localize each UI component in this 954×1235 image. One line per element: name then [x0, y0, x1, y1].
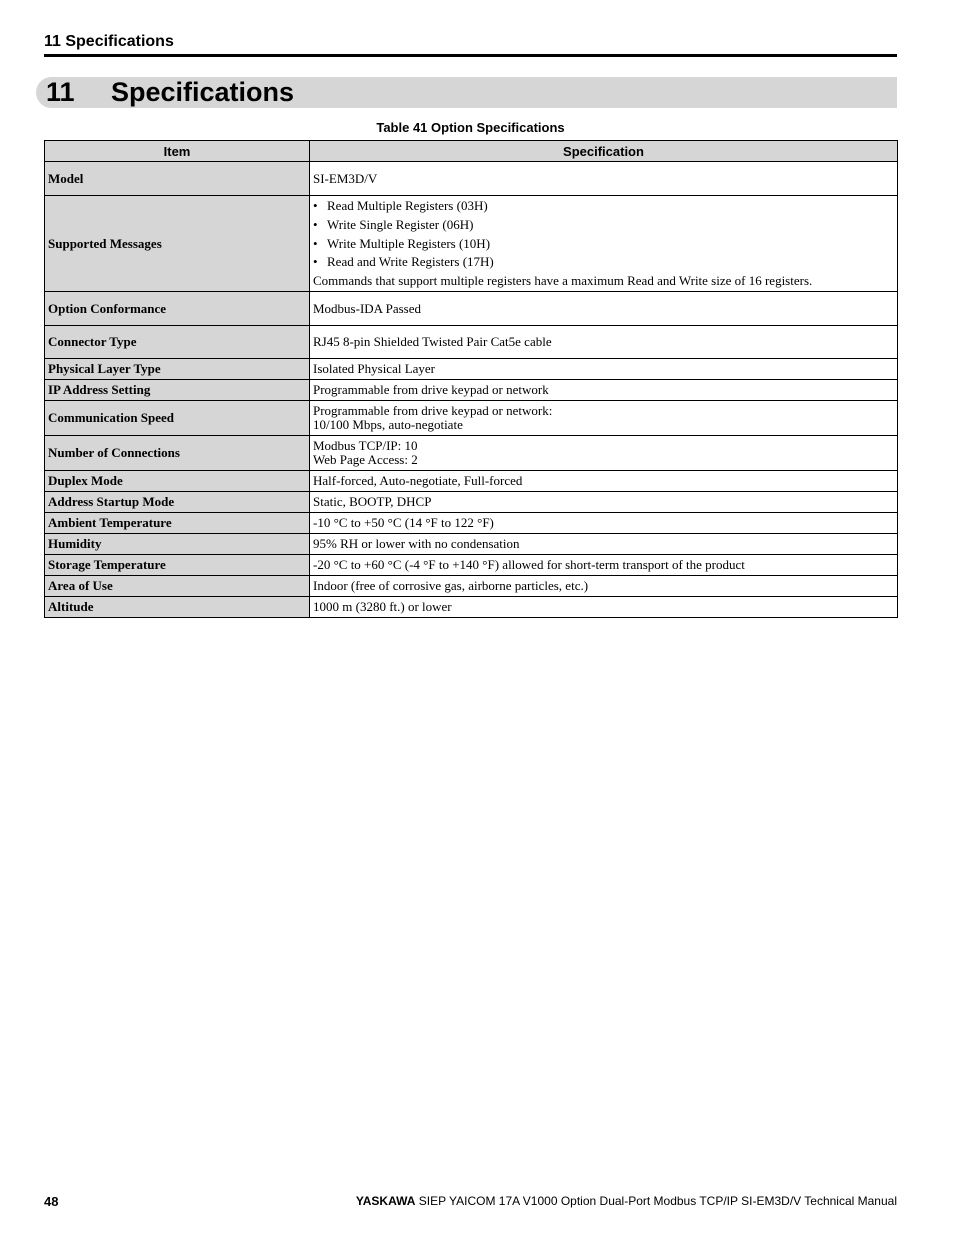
section-number: 11 — [46, 77, 75, 107]
row-specification — [310, 471, 898, 492]
row-item: IP Address Setting — [45, 380, 310, 401]
row-specification — [310, 380, 898, 401]
row-item: Supported Messages — [45, 196, 310, 292]
table-row — [45, 534, 898, 555]
spec-line: -10 °C to +50 °C (14 °F to 122 °F) — [313, 515, 494, 530]
table-row — [45, 401, 898, 436]
spec-line: -20 °C to +60 °C (-4 °F to +140 °F) allowed for short-term transport of the product — [313, 557, 745, 572]
row-specification — [310, 513, 898, 534]
row-item: Humidity — [45, 534, 310, 555]
row-item: Duplex Mode — [45, 471, 310, 492]
table-row — [45, 326, 898, 359]
row-specification — [310, 597, 898, 618]
spec-line: Indoor (free of corrosive gas, airborne particles, etc.) — [313, 578, 589, 593]
row-specification — [310, 436, 898, 471]
table-row — [45, 162, 898, 196]
row-specification — [310, 401, 898, 436]
row-item: Ambient Temperature — [45, 513, 310, 534]
spec-line: Modbus-IDA Passed — [313, 300, 421, 316]
footer-manual-title: SIEP YAICOM 17A V1000 Option Dual-Port Modbus TCP/IP SI-EM3D/V Technical Manual — [418, 1194, 897, 1208]
table-row — [45, 380, 898, 401]
table-row — [45, 576, 898, 597]
row-item: Model — [45, 162, 310, 196]
table-row — [45, 597, 898, 618]
table-caption: Table 41 Option Specifications — [376, 120, 565, 135]
row-specification — [310, 326, 898, 359]
running-header: 11 Specifications — [44, 33, 174, 50]
row-specification — [310, 492, 898, 513]
table-row — [45, 513, 898, 534]
row-item: Connector Type — [45, 326, 310, 359]
row-specification — [310, 576, 898, 597]
table-row — [45, 292, 898, 326]
table-row — [45, 196, 898, 292]
row-item: Physical Layer Type — [45, 359, 310, 380]
spec-line: Web Page Access: 2 — [313, 452, 418, 467]
row-item: Option Conformance — [45, 292, 310, 326]
row-specification — [310, 196, 898, 292]
section-title: Specifications — [111, 77, 295, 107]
row-item: Area of Use — [45, 576, 310, 597]
footer — [356, 1194, 897, 1208]
row-item: Address Startup Mode — [45, 492, 310, 513]
spec-note: Commands that support multiple registers have a maximum Read and Write size of 16 registers. — [313, 272, 813, 288]
header-rule — [44, 54, 897, 57]
row-item: Storage Temperature — [45, 555, 310, 576]
spec-line: Programmable from drive keypad or network — [313, 382, 549, 397]
row-item: Communication Speed — [45, 401, 310, 436]
column-header-specification: Specification — [310, 141, 898, 162]
spec-bullet: • Write Multiple Registers (10H) — [313, 235, 894, 254]
row-specification — [310, 359, 898, 380]
spec-bullet: • Write Single Register (06H) — [313, 216, 894, 235]
spec-line: Isolated Physical Layer — [313, 361, 436, 376]
spec-line: SI-EM3D/V — [313, 170, 378, 186]
table-row — [45, 492, 898, 513]
option-specifications-table — [44, 140, 898, 618]
spec-bullet: • Read and Write Registers (17H) — [313, 253, 894, 272]
spec-line: 10/100 Mbps, auto-negotiate — [313, 417, 463, 432]
page-number: 48 — [44, 1194, 59, 1209]
row-specification — [310, 292, 898, 326]
row-item: Number of Connections — [45, 436, 310, 471]
table-row — [45, 436, 898, 471]
spec-bullet: • Read Multiple Registers (03H) — [313, 197, 894, 216]
row-specification — [310, 555, 898, 576]
table-row — [45, 471, 898, 492]
row-specification — [310, 534, 898, 555]
column-header-item: Item — [45, 141, 310, 162]
row-specification — [310, 162, 898, 196]
row-item: Altitude — [45, 597, 310, 618]
spec-line: 1000 m (3280 ft.) or lower — [313, 599, 452, 614]
spec-line: Modbus TCP/IP: 10 — [313, 438, 418, 453]
table-row — [45, 359, 898, 380]
spec-line: Static, BOOTP, DHCP — [313, 494, 432, 509]
spec-line: Programmable from drive keypad or network: — [313, 403, 553, 418]
spec-line: RJ45 8-pin Shielded Twisted Pair Cat5e cable — [313, 334, 552, 349]
table-row — [45, 555, 898, 576]
footer-brand: YASKAWA — [355, 1194, 416, 1208]
spec-line: Half-forced, Auto-negotiate, Full-forced — [313, 473, 523, 488]
table-header-row — [45, 141, 898, 162]
spec-line: 95% RH or lower with no condensation — [313, 536, 520, 551]
